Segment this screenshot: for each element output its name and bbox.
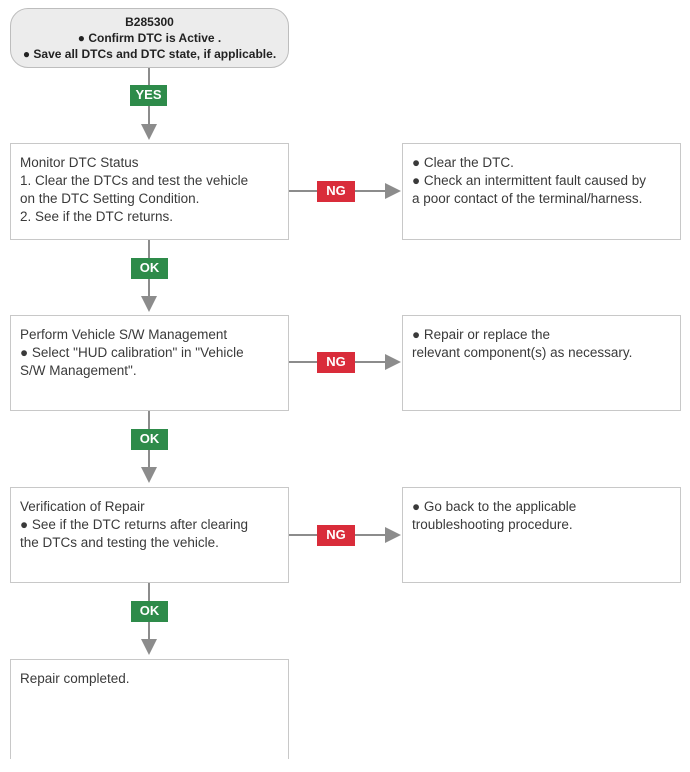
ok-badge-1: OK	[131, 258, 168, 279]
start-node	[10, 8, 289, 68]
ok-badge-2: OK	[131, 429, 168, 450]
step-line: Monitor DTC Status	[20, 155, 139, 170]
ng-line: relevant component(s) as necessary.	[412, 345, 633, 360]
start-line-2: ● Save all DTCs and DTC state, if applicable.	[22, 47, 277, 61]
step-line: Perform Vehicle S/W Management	[20, 327, 228, 342]
ng-line: ● Clear the DTC.	[412, 155, 514, 170]
dtc-code: B285300	[125, 15, 174, 29]
yes-badge: YES	[130, 85, 167, 106]
step-line: 1. Clear the DTCs and test the vehicle	[20, 173, 249, 188]
ng-line: ● Check an intermittent fault caused by	[412, 173, 647, 188]
final-text: Repair completed.	[20, 671, 130, 686]
ng-line: troubleshooting procedure.	[412, 517, 573, 532]
step-line: on the DTC Setting Condition.	[20, 191, 200, 206]
step-line: Verification of Repair	[20, 499, 145, 514]
step-line: S/W Management".	[20, 363, 137, 378]
step-line: 2. See if the DTC returns.	[20, 209, 174, 224]
step-verification-of-repair	[10, 487, 289, 583]
ng-line: ● Repair or replace the	[412, 327, 550, 342]
step-repair-completed	[10, 659, 289, 759]
ng-badge-3: NG	[317, 525, 355, 546]
ng-line: a poor contact of the terminal/harness.	[412, 191, 643, 206]
ng-badge-1: NG	[317, 181, 355, 202]
ok-badge-3: OK	[131, 601, 168, 622]
ng-result-1	[402, 143, 681, 240]
step-line: ● Select "HUD calibration" in "Vehicle	[20, 345, 244, 360]
ng-line: ● Go back to the applicable	[412, 499, 577, 514]
ng-result-2	[402, 315, 681, 411]
step-line: ● See if the DTC returns after clearing	[20, 517, 248, 532]
step-line: the DTCs and testing the vehicle.	[20, 535, 219, 550]
step-vehicle-sw-management	[10, 315, 289, 411]
start-line-1: ● Confirm DTC is Active .	[77, 31, 222, 45]
ng-badge-2: NG	[317, 352, 355, 373]
ng-result-3	[402, 487, 681, 583]
step-monitor-dtc-status	[10, 143, 289, 240]
